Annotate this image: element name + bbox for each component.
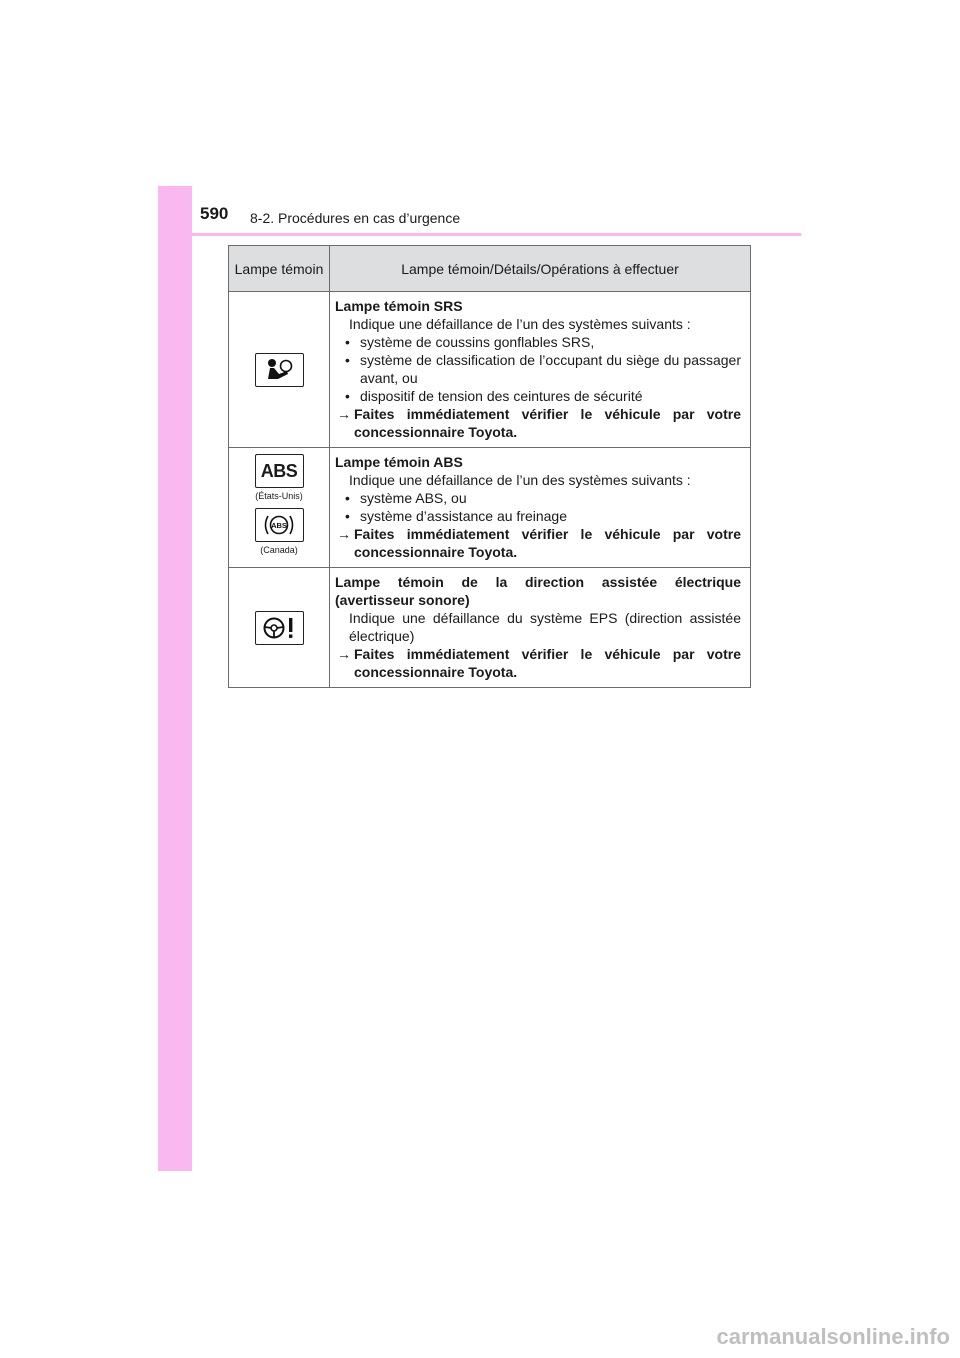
table-row: [229, 568, 751, 688]
bullet-item: • système de classification de l’occupant du siège du passager avant, ou: [335, 351, 741, 387]
table-row: [229, 292, 751, 448]
page-number: 590: [200, 204, 229, 223]
table-header-row: [229, 246, 751, 292]
lamp-title: Lampe témoin SRS: [335, 298, 463, 314]
icon-caption-canada: (Canada): [260, 544, 298, 555]
side-band: [158, 186, 192, 1171]
col-header-details: Lampe témoin/Détails/Opérations à effectuer: [330, 246, 751, 292]
lamp-title: Lampe témoin de la direction assistée électrique (avertisseur sonore): [335, 574, 741, 608]
icon-cell: [229, 448, 330, 568]
abs-canada-icon-text: ABS: [271, 520, 287, 530]
bullet-item: • système de coussins gonflables SRS,: [335, 333, 741, 351]
power-steering-warning-icon: [255, 611, 304, 645]
abs-icon-us: [255, 454, 304, 488]
header-rule: [158, 233, 801, 236]
description-cell: [330, 292, 751, 448]
lamp-title: Lampe témoin ABS: [335, 454, 463, 470]
table-row: [229, 448, 751, 568]
icon-cell: [229, 292, 330, 448]
section-title: 8-2. Procédures en cas d’urgence: [250, 210, 461, 226]
icon-cell: [229, 568, 330, 688]
icon-caption-us: (États-Unis): [255, 490, 303, 501]
abs-icon-text: ABS: [260, 460, 298, 481]
bullet-item: • dispositif de tension des ceintures de sécurité: [335, 387, 741, 405]
action-text: → Faites immédiatement vérifier le véhicule par votre concessionnaire Toyota.: [335, 525, 741, 561]
lamp-intro: Indique une défaillance du système EPS (direction assistée électrique): [349, 610, 741, 644]
bullet-item: • système d’assistance au freinage: [335, 507, 741, 525]
description-cell: [330, 448, 751, 568]
watermark: carmanualsonline.info: [716, 1324, 950, 1349]
bullet-item: • système ABS, ou: [335, 489, 741, 507]
srs-airbag-icon: [255, 353, 304, 387]
abs-icon-canada: [255, 508, 304, 542]
lamp-intro: Indique une défaillance de l’un des systèmes suivants :: [349, 472, 691, 488]
warning-lamp-table: [228, 245, 751, 688]
action-text: → Faites immédiatement vérifier le véhicule par votre concessionnaire Toyota.: [335, 405, 741, 441]
lamp-intro: Indique une défaillance de l’un des systèmes suivants :: [349, 316, 691, 332]
description-cell: [330, 568, 751, 688]
col-header-lamp: Lampe témoin: [229, 246, 330, 292]
action-text: → Faites immédiatement vérifier le véhicule par votre concessionnaire Toyota.: [335, 645, 741, 681]
